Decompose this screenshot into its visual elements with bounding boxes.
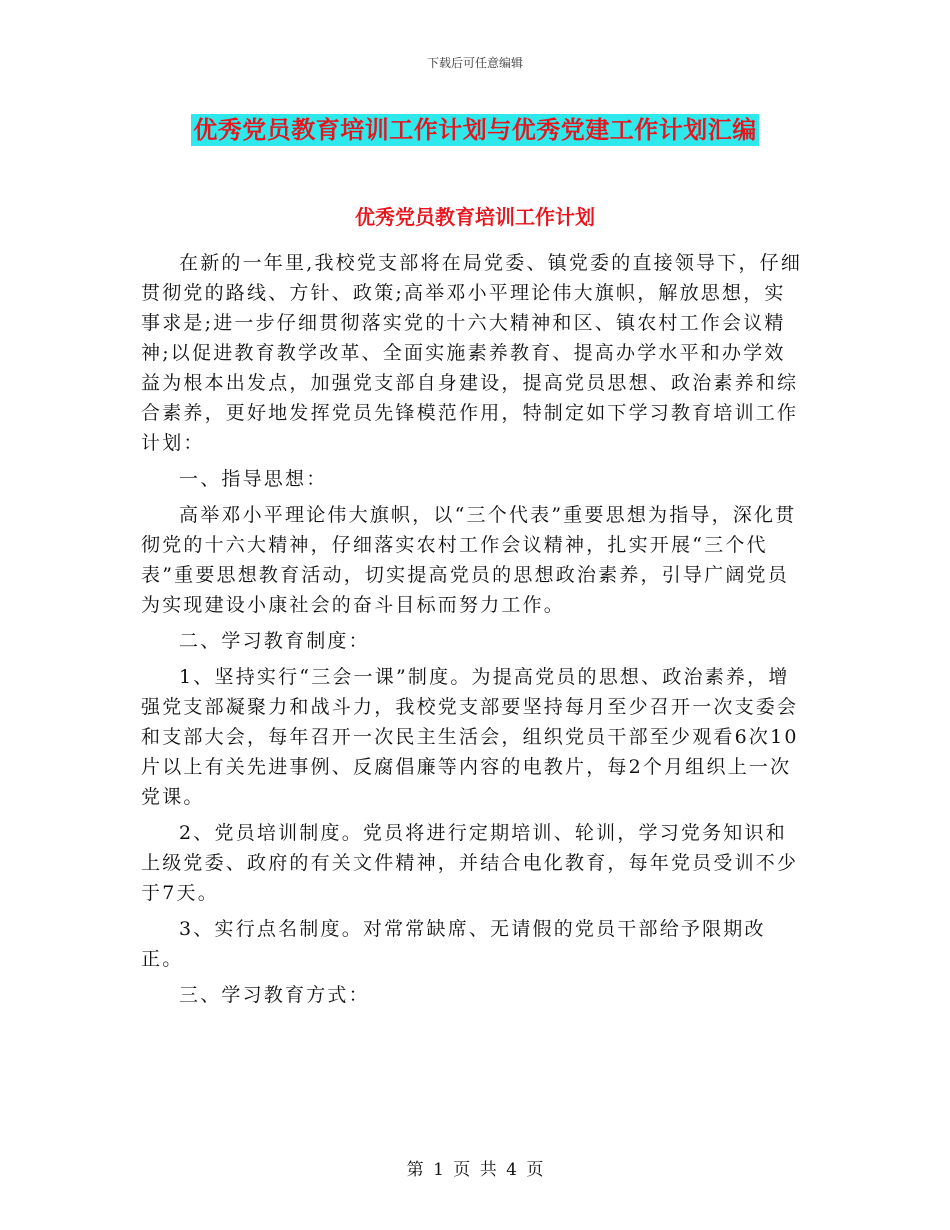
section-heading-study-methods: 三、学习教育方式：: [179, 984, 370, 1006]
sub-title: 优秀党员教育培训工作计划: [355, 205, 595, 229]
paragraph-roll-call: 3、实行点名制度。对常常缺席、无请假的党员干部给予限期改正。: [141, 918, 766, 970]
paragraph-training-system: 2、党员培训制度。党员将进行定期培训、轮训，学习党务知识和上级党委、政府的有关文件精神，并结合电化教育，每年党员受训不少于7天。: [141, 822, 799, 904]
section-heading-study-system: 二、学习教育制度：: [179, 630, 370, 652]
document-body: [141, 248, 806, 1010]
main-title: 优秀党员教育培训工作计划与优秀党建工作计划汇编: [193, 115, 757, 144]
paragraph-intro: 在新的一年里,我校党支部将在局党委、镇党委的直接领导下，仔细贯彻党的路线、方针、政策;高举邓小平理论伟大旗帜，解放思想，实事求是;进一步仔细贯彻落实党的十六大精神和区、镇农村工作会议精神;以促进教育教学改革、全面实施素养教育、提高办学水平和办学效益为根本出发点，加强党支部自身建设，提高党员思想、政治素养和综合素养，更好地发挥党员先锋模范作用，特制定如下学习教育培训工作计划：: [141, 252, 803, 454]
page-footer: 第 1 页 共 4 页: [406, 1160, 544, 1180]
main-title-container: [0, 114, 950, 146]
section-heading-guiding-ideology: 一、指导思想：: [179, 468, 328, 490]
paragraph-three-meetings: 1、坚持实行“三会一课”制度。为提高党员的思想、政治素养，增强党支部凝聚力和战斗力，我校党支部要坚持每月至少召开一次支委会和支部大会，每年召开一次民主生活会，组织党员干部至少观看6次10片以上有关先进事例、反腐倡廉等内容的电教片，每2个月组织上一次党课。: [141, 666, 799, 808]
header-note: 下载后可任意编辑: [426, 56, 523, 70]
paragraph-guiding-ideology: 高举邓小平理论伟大旗帜，以“三个代表”重要思想为指导，深化贯彻党的十六大精神，仔细落实农村工作会议精神，扎实开展“三个代表”重要思想教育活动，切实提高党员的思想政治素养，引导广阔党员为实现建设小康社会的奋斗目标而努力工作。: [141, 504, 797, 616]
